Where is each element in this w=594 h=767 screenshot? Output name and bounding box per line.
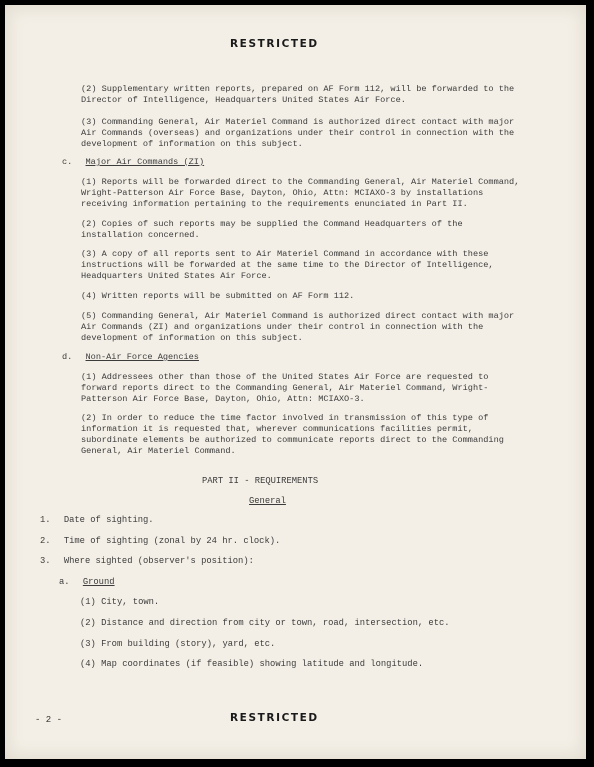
- section-d-heading: [62, 352, 199, 363]
- section-c-number: c.: [62, 157, 73, 167]
- requirement-item: 2. Time of sighting (zonal by 24 hr. clock).: [40, 536, 281, 546]
- section-d-number: d.: [62, 352, 73, 362]
- paragraph-c3: (3) A copy of all reports sent to Air Materiel Command in accordance with these instructions will be forwarded at the same time to the Director of Intelligence, Headquarters United States Air Force.: [81, 249, 494, 281]
- ground-item: (2) Distance and direction from city or town, road, intersection, etc.: [80, 618, 450, 628]
- paragraph-b2: (2) Supplementary written reports, prepared on AF Form 112, will be forwarded to the Director of Intelligence, Headquarters United States Air Force.: [81, 84, 515, 105]
- ground-heading: a. Ground: [59, 577, 115, 587]
- section-d-title: Non-Air Force Agencies: [85, 352, 199, 362]
- classification-footer: RESTRICTED: [230, 712, 319, 724]
- section-c-title: Major Air Commands (ZI): [85, 157, 205, 167]
- section-c-heading: [62, 157, 204, 168]
- paragraph-d1: (1) Addressees other than those of the United States Air Force are requested to forward reports direct to the Commanding General, Air Materiel Command, Wright-Patterson Air Force Base, Dayton, Ohio, Attn: MCIAXO-3.: [81, 372, 489, 404]
- paragraph-c2: (2) Copies of such reports may be supplied the Command Headquarters of the installation concerned.: [81, 219, 463, 240]
- paragraph-b3: (3) Commanding General, Air Materiel Command is authorized direct contact with major Air Commands (overseas) and organizations under their control in connection with the development of information on this subject.: [81, 117, 515, 149]
- ground-item: (3) From building (story), yard, etc.: [80, 639, 276, 649]
- paragraph-c4: (4) Written reports will be submitted on AF Form 112.: [81, 291, 355, 301]
- paragraph-c1: (1) Reports will be forwarded direct to the Commanding General, Air Materiel Command, Wright-Patterson Air Force Base, Dayton, Ohio, Attn: MCIAXO-3 by installations receiving information pertaining to the requirements enunciated in Part II.: [81, 177, 520, 209]
- paragraph-c5: (5) Commanding General, Air Materiel Command is authorized direct contact with major Air Commands (ZI) and organizations under their control in connection with the development of information on this subject.: [81, 311, 515, 343]
- page-number: - 2 -: [35, 715, 63, 725]
- ground-item: (4) Map coordinates (if feasible) showing latitude and longitude.: [80, 659, 424, 669]
- part-ii-title: PART II - REQUIREMENTS: [202, 476, 319, 486]
- paragraph-d2: (2) In order to reduce the time factor involved in transmission of this type of information it is requested that, wherever communications facilities permit, subordinate elements be authorized to communicate reports direct to the Commanding General, Air Materiel Command.: [81, 413, 504, 456]
- classification-header: RESTRICTED: [230, 38, 319, 50]
- document-page: [5, 5, 586, 759]
- requirement-item: 3. Where sighted (observer's position):: [40, 556, 254, 566]
- requirement-item: 1. Date of sighting.: [40, 515, 154, 525]
- part-ii-subtitle: General: [249, 496, 286, 506]
- ground-item: (1) City, town.: [80, 597, 160, 607]
